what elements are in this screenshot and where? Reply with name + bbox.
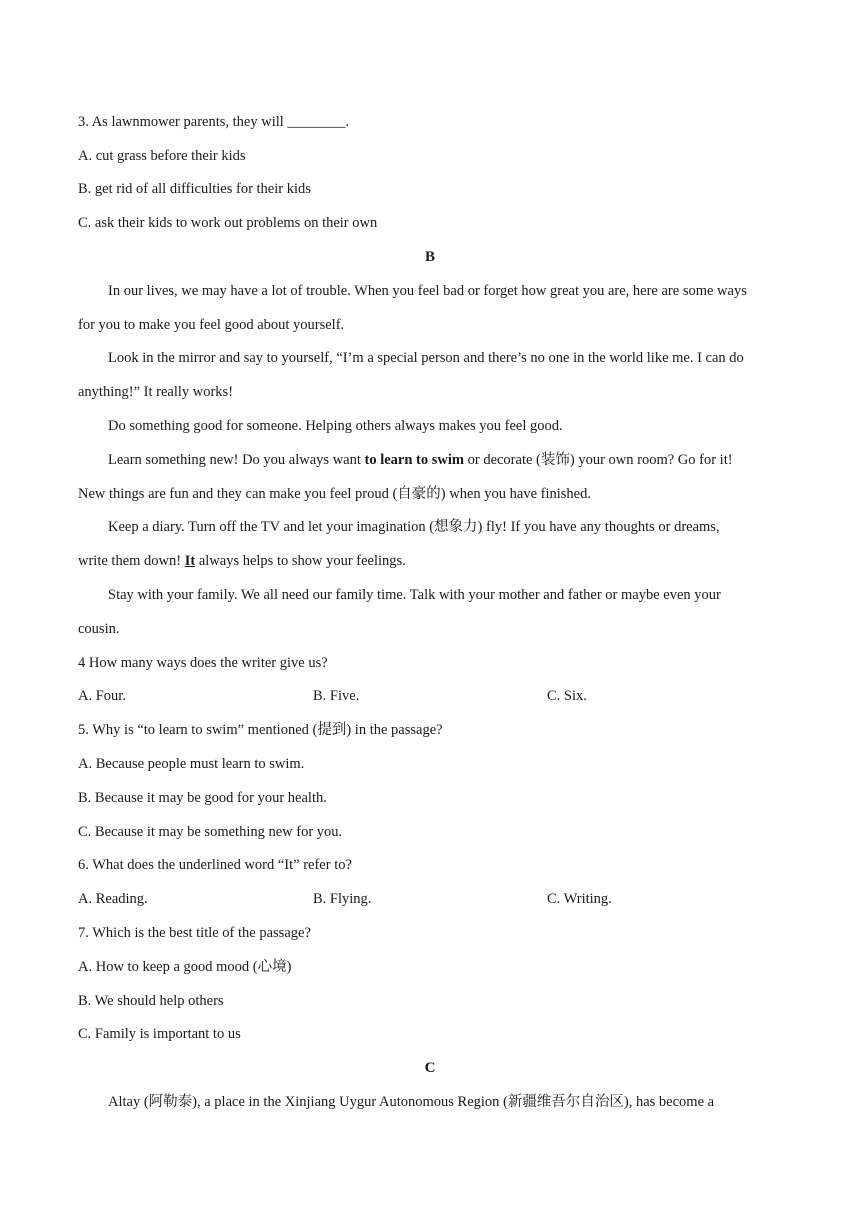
b-paragraph-2-line-2: anything!” It really works! bbox=[78, 384, 234, 400]
b-paragraph-6-line-1: Stay with your family. We all need our family time. Talk with your mother and father or maybe even your bbox=[108, 587, 721, 603]
b-paragraph-5-line-1: Keep a diary. Turn off the TV and let your imagination (想象力) fly! If you have any thoughts or dreams, bbox=[108, 519, 720, 535]
b-paragraph-5-line-2 bbox=[78, 551, 406, 571]
q6-option-a: A. Reading. bbox=[78, 891, 148, 907]
q4-options-row bbox=[78, 686, 778, 706]
q4-option-c: C. Six. bbox=[547, 688, 587, 704]
b-paragraph-3: Do something good for someone. Helping others always makes you feel good. bbox=[108, 418, 563, 434]
q6-options-row bbox=[78, 889, 778, 909]
p5-underlined-word: It bbox=[184, 553, 196, 569]
b-paragraph-4-line-1 bbox=[108, 450, 733, 470]
q3-option-c: C. ask their kids to work out problems on their own bbox=[78, 215, 378, 231]
p4-bold-phrase: to learn to swim bbox=[364, 452, 464, 468]
b-paragraph-4-line-2: New things are fun and they can make you feel proud (自豪的) when you have finished. bbox=[78, 486, 591, 502]
question-6: 6. What does the underlined word “It” refer to? bbox=[78, 857, 352, 873]
q4-option-a: A. Four. bbox=[78, 688, 126, 704]
section-c-heading: C bbox=[424, 1060, 436, 1076]
p4-text-pre: Learn something new! Do you always want bbox=[108, 452, 365, 468]
section-b-heading: B bbox=[424, 249, 435, 265]
q5-option-a: A. Because people must learn to swim. bbox=[78, 756, 305, 772]
q7-option-a: A. How to keep a good mood (心境) bbox=[78, 959, 292, 975]
question-4: 4 How many ways does the writer give us? bbox=[78, 655, 328, 671]
question-7: 7. Which is the best title of the passage? bbox=[78, 925, 311, 941]
q6-option-b: B. Flying. bbox=[313, 891, 372, 907]
p5-text-post: always helps to show your feelings. bbox=[195, 553, 406, 569]
b-paragraph-1-line-2: for you to make you feel good about yourself. bbox=[78, 317, 345, 333]
p5-text-pre: write them down! bbox=[78, 553, 185, 569]
b-paragraph-6-line-2: cousin. bbox=[78, 621, 120, 637]
q5-option-c: C. Because it may be something new for you. bbox=[78, 824, 343, 840]
question-5: 5. Why is “to learn to swim” mentioned (提到) in the passage? bbox=[78, 722, 443, 738]
question-3: 3. As lawnmower parents, they will ________. bbox=[78, 114, 350, 130]
q6-option-c: C. Writing. bbox=[547, 891, 612, 907]
q7-option-b: B. We should help others bbox=[78, 993, 224, 1009]
b-paragraph-2-line-1: Look in the mirror and say to yourself, “I’m a special person and there’s no one in the world like me. I can do bbox=[108, 350, 744, 366]
c-paragraph-1-line-1: Altay (阿勒泰), a place in the Xinjiang Uygur Autonomous Region (新疆维吾尔自治区), has become a bbox=[108, 1094, 715, 1110]
q4-option-b: B. Five. bbox=[313, 688, 360, 704]
p4-text-post: or decorate (装饰) your own room? Go for it! bbox=[463, 452, 733, 468]
b-paragraph-1-line-1: In our lives, we may have a lot of trouble. When you feel bad or forget how great you are, here are some ways bbox=[108, 283, 747, 299]
q3-option-b: B. get rid of all difficulties for their kids bbox=[78, 181, 311, 197]
q7-option-c: C. Family is important to us bbox=[78, 1026, 241, 1042]
q5-option-b: B. Because it may be good for your health. bbox=[78, 790, 327, 806]
q3-option-a: A. cut grass before their kids bbox=[78, 148, 246, 164]
